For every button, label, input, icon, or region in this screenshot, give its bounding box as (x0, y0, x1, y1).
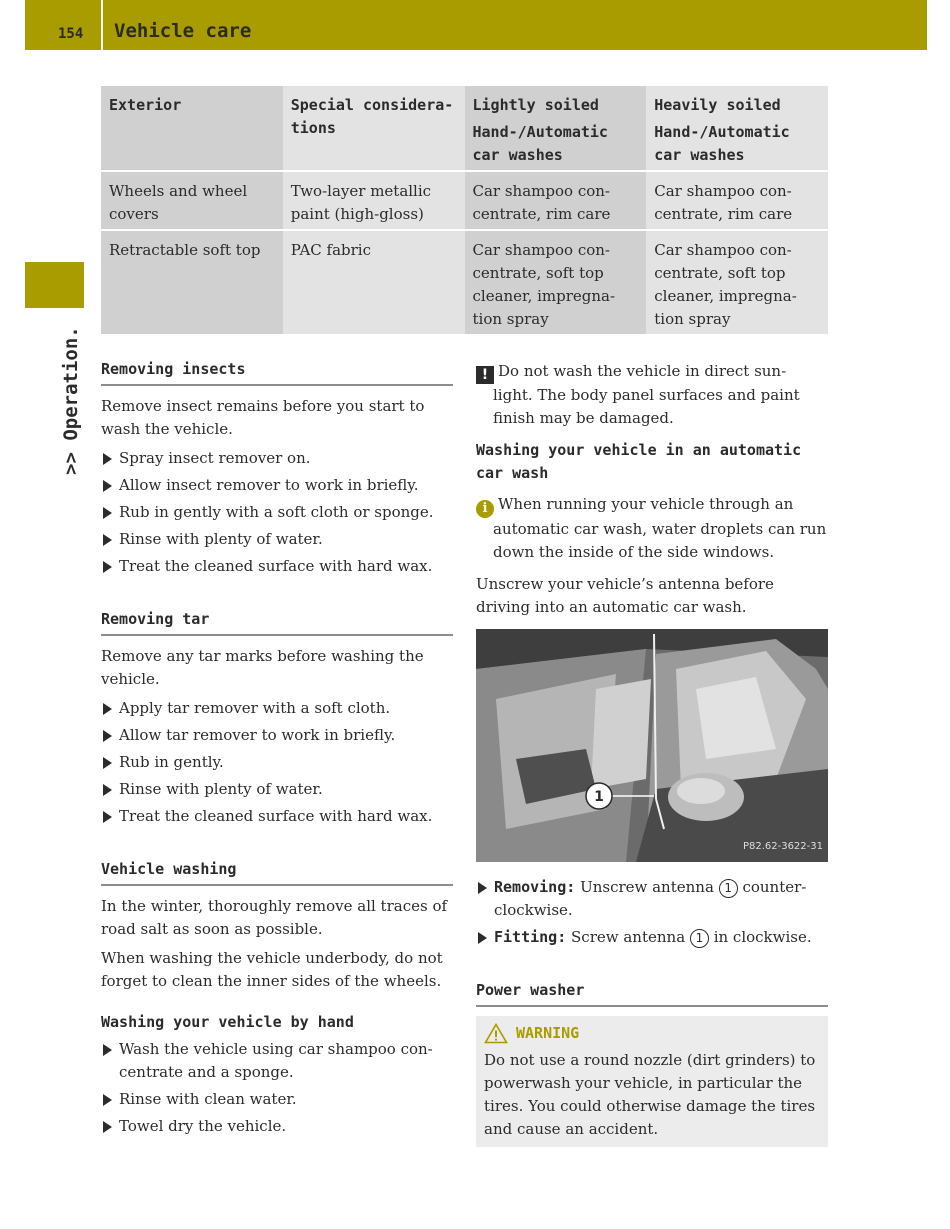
table-cell: Car shampoo con- centrate, rim care (465, 171, 647, 230)
table-cell: PAC fabric (283, 230, 465, 334)
table-cell: Car shampoo con- centrate, soft top cleaner, impregna- tion spray (646, 230, 828, 334)
warning-title: WARNING (484, 1022, 820, 1045)
left-column (101, 358, 453, 1144)
callout-1-icon: 1 (719, 879, 738, 898)
list-item: Treat the cleaned surface with hard wax. (101, 805, 453, 828)
antenna-photo (476, 629, 828, 862)
table-cell: Retractable soft top (101, 230, 283, 334)
list-item: Rinse with plenty of water. (101, 528, 453, 551)
list-item: Allow tar remover to work in briefly. (101, 724, 453, 747)
list-item: Towel dry the vehicle. (101, 1115, 453, 1138)
exclamation-icon: ! (476, 366, 494, 384)
table-cell: Wheels and wheel covers (101, 171, 283, 230)
caution-note (476, 360, 828, 430)
insects-intro: Remove insect remains before you start to wash the vehicle. (101, 397, 425, 438)
antenna-paragraph: Unscrew your vehicle’s antenna before driving into an automatic car wash. (476, 575, 774, 616)
header-divider (101, 0, 103, 50)
removing-text-end: counter- clockwise. (494, 878, 807, 919)
fitting-text: Screw antenna (571, 928, 686, 946)
by-hand-steps (101, 1038, 453, 1138)
info-note (476, 493, 828, 564)
washing-paragraph: In the winter, thoroughly remove all traces of road salt as soon as possible. (101, 897, 448, 938)
list-item (476, 926, 828, 949)
callout-1-icon: 1 (690, 929, 709, 948)
section-heading-power-washer: Power washer (476, 979, 828, 1007)
table-cell: Car shampoo con- centrate, rim care (646, 171, 828, 230)
list-item (476, 876, 828, 922)
removing-label: Removing: (494, 878, 576, 896)
caution-text: Do not wash the vehicle in direct sun- light. The body panel surfaces and paint finish may be damaged. (493, 362, 800, 427)
table-header-cell: Lightly soiled Hand-/Automatic car washes (465, 86, 647, 171)
info-text: When running your vehicle through an automatic car wash, water droplets can run down the inside of the side windows. (493, 495, 827, 561)
page-header (25, 0, 927, 50)
page-number: 154 (58, 26, 84, 42)
table-header-cell: Special considera- tions (283, 86, 465, 171)
table-header-cell: Heavily soiled Hand-/Automatic car washes (646, 86, 828, 171)
side-tab-label: >> Operation. (60, 326, 82, 475)
auto-wash-heading: Washing your vehicle in an automatic car wash (476, 441, 802, 482)
by-hand-heading: Washing your vehicle by hand (101, 1013, 354, 1031)
table-row (101, 171, 828, 230)
section-heading-washing: Vehicle washing (101, 858, 453, 886)
page-title: Vehicle care (114, 20, 252, 42)
list-item: Apply tar remover with a soft cloth. (101, 697, 453, 720)
warning-box (476, 1016, 828, 1147)
list-item: Treat the cleaned surface with hard wax. (101, 555, 453, 578)
warning-text: Do not use a round nozzle (dirt grinders) to powerwash your vehicle, in particular the tires. You could otherwise damage the tires and cause an accident. (484, 1051, 816, 1138)
removing-text: Unscrew antenna (580, 878, 714, 896)
list-item: Rub in gently. (101, 751, 453, 774)
list-item: Allow insect remover to work in briefly. (101, 474, 453, 497)
list-item: Rinse with plenty of water. (101, 778, 453, 801)
right-column (476, 360, 828, 1147)
section-heading-tar: Removing tar (101, 608, 453, 636)
table-cell: Car shampoo con- centrate, soft top cleaner, impregna- tion spray (465, 230, 647, 334)
list-item: Spray insect remover on. (101, 447, 453, 470)
list-item: Rinse with clean water. (101, 1088, 453, 1111)
list-item: Wash the vehicle using car shampoo con- centrate and a sponge. (101, 1038, 453, 1084)
fitting-text-end: in clockwise. (713, 928, 812, 946)
list-item: Rub in gently with a soft cloth or sponge. (101, 501, 453, 524)
car-interior-illustration (476, 629, 828, 862)
fitting-label: Fitting: (494, 928, 567, 946)
insects-steps (101, 447, 453, 578)
warning-triangle-icon (484, 1023, 508, 1044)
tar-steps (101, 697, 453, 828)
table-header-cell: Exterior (101, 86, 283, 171)
side-tab-marker (25, 262, 84, 308)
photo-code: P82.62-3622-31 (742, 841, 823, 852)
washing-paragraph: When washing the vehicle underbody, do not forget to clean the inner sides of the wheels. (101, 949, 443, 990)
section-heading-insects: Removing insects (101, 358, 453, 386)
photo-callout-label: 1 (594, 789, 604, 805)
tar-intro: Remove any tar marks before washing the vehicle. (101, 647, 424, 688)
care-products-table (101, 86, 828, 334)
info-icon: i (476, 500, 494, 518)
table-header-row (101, 86, 828, 171)
table-cell: Two-layer metallic paint (high-gloss) (283, 171, 465, 230)
antenna-steps (476, 876, 828, 949)
table-row (101, 230, 828, 334)
